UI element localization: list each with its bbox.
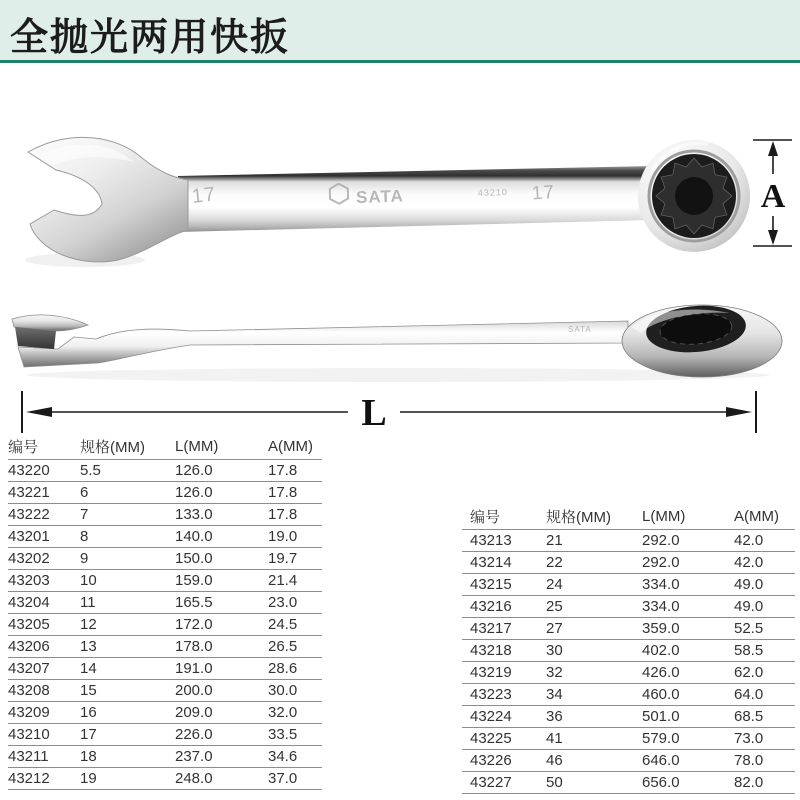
col-header-spec: 规格(MM) xyxy=(80,433,175,460)
col-header-number: 编号 xyxy=(462,503,546,530)
table-row xyxy=(462,750,795,772)
table-row xyxy=(462,706,795,728)
model-stamp: 43210 xyxy=(477,186,509,198)
table-row xyxy=(8,702,322,724)
size-stamp-left: 17 xyxy=(190,183,218,208)
table-cell: 14 xyxy=(80,658,175,680)
table-row xyxy=(8,658,322,680)
brand-stamp-text: SATA xyxy=(355,186,405,208)
socket-hole xyxy=(675,177,713,215)
table-cell: 9 xyxy=(80,548,175,570)
table-row xyxy=(8,504,322,526)
col-header-spec: 规格(MM) xyxy=(546,503,642,530)
table-cell: 62.0 xyxy=(734,662,795,684)
table-cell: 13 xyxy=(80,636,175,658)
table-row xyxy=(8,768,322,790)
table-cell: 43225 xyxy=(462,728,546,750)
arrowhead-right xyxy=(726,407,752,417)
table-cell: 10 xyxy=(80,570,175,592)
side-faint-stamp: SATA xyxy=(568,325,592,334)
table-cell: 126.0 xyxy=(175,460,268,482)
col-header-a: A(MM) xyxy=(268,433,322,460)
table-cell: 43210 xyxy=(8,724,80,746)
table-cell: 133.0 xyxy=(175,504,268,526)
product-photo-side xyxy=(0,285,800,390)
table-cell: 426.0 xyxy=(642,662,734,684)
table-cell: 42.0 xyxy=(734,552,795,574)
table-cell: 43208 xyxy=(8,680,80,702)
table-cell: 150.0 xyxy=(175,548,268,570)
table-cell: 334.0 xyxy=(642,574,734,596)
col-header-l: L(MM) xyxy=(642,503,734,530)
table-cell: 292.0 xyxy=(642,552,734,574)
table-row xyxy=(8,592,322,614)
arrowhead-up xyxy=(768,141,778,156)
table-row xyxy=(462,772,795,794)
table-cell: 17 xyxy=(80,724,175,746)
table-header-row xyxy=(8,433,322,460)
table-cell: 501.0 xyxy=(642,706,734,728)
table-cell: 334.0 xyxy=(642,596,734,618)
table-cell: 18 xyxy=(80,746,175,768)
table-cell: 43203 xyxy=(8,570,80,592)
table-cell: 43215 xyxy=(462,574,546,596)
table-cell: 402.0 xyxy=(642,640,734,662)
table-cell: 43222 xyxy=(8,504,80,526)
table-cell: 49.0 xyxy=(734,574,795,596)
table-row xyxy=(8,680,322,702)
table-cell: 359.0 xyxy=(642,618,734,640)
arrowhead-down xyxy=(768,230,778,245)
table-row xyxy=(462,728,795,750)
table-row xyxy=(462,552,795,574)
dimension-l-label: L xyxy=(361,392,387,434)
table-cell: 646.0 xyxy=(642,750,734,772)
table-cell: 37.0 xyxy=(268,768,322,790)
table-cell: 46 xyxy=(546,750,642,772)
table-row xyxy=(8,460,322,482)
table-cell: 27 xyxy=(546,618,642,640)
table-cell: 23.0 xyxy=(268,592,322,614)
table-row xyxy=(462,596,795,618)
table-row xyxy=(462,640,795,662)
table-cell: 165.5 xyxy=(175,592,268,614)
table-cell: 209.0 xyxy=(175,702,268,724)
table-cell: 656.0 xyxy=(642,772,734,794)
table-cell: 28.6 xyxy=(268,658,322,680)
side-shaft-body xyxy=(18,321,628,367)
table-cell: 36 xyxy=(546,706,642,728)
table-row xyxy=(8,570,322,592)
table-header-row xyxy=(462,503,795,530)
table-cell: 32.0 xyxy=(268,702,322,724)
col-header-l: L(MM) xyxy=(175,433,268,460)
product-photo-top xyxy=(0,100,800,278)
table-cell: 43223 xyxy=(462,684,546,706)
table-row xyxy=(8,548,322,570)
table-cell: 43206 xyxy=(8,636,80,658)
table-cell: 34 xyxy=(546,684,642,706)
table-cell: 19.7 xyxy=(268,548,322,570)
col-header-a: A(MM) xyxy=(734,503,795,530)
table-cell: 43216 xyxy=(462,596,546,618)
table-row xyxy=(8,636,322,658)
table-cell: 68.5 xyxy=(734,706,795,728)
table-cell: 43218 xyxy=(462,640,546,662)
table-cell: 16 xyxy=(80,702,175,724)
table-cell: 42.0 xyxy=(734,530,795,552)
table-cell: 43205 xyxy=(8,614,80,636)
table-cell: 7 xyxy=(80,504,175,526)
table-cell: 30.0 xyxy=(268,680,322,702)
table-cell: 43213 xyxy=(462,530,546,552)
table-cell: 6 xyxy=(80,482,175,504)
table-cell: 49.0 xyxy=(734,596,795,618)
table-cell: 43219 xyxy=(462,662,546,684)
table-cell: 43202 xyxy=(8,548,80,570)
table-cell: 43204 xyxy=(8,592,80,614)
table-cell: 5.5 xyxy=(80,460,175,482)
table-cell: 8 xyxy=(80,526,175,548)
table-cell: 73.0 xyxy=(734,728,795,750)
table-cell: 64.0 xyxy=(734,684,795,706)
table-cell: 200.0 xyxy=(175,680,268,702)
table-cell: 34.6 xyxy=(268,746,322,768)
size-stamp-right: 17 xyxy=(531,181,556,205)
table-cell: 292.0 xyxy=(642,530,734,552)
table-row xyxy=(462,530,795,552)
table-cell: 50 xyxy=(546,772,642,794)
table-cell: 172.0 xyxy=(175,614,268,636)
dimension-a-label: A xyxy=(760,178,786,215)
table-cell: 43227 xyxy=(462,772,546,794)
table-cell: 12 xyxy=(80,614,175,636)
table-cell: 159.0 xyxy=(175,570,268,592)
table-cell: 43224 xyxy=(462,706,546,728)
table-cell: 248.0 xyxy=(175,768,268,790)
table-cell: 43207 xyxy=(8,658,80,680)
table-cell: 78.0 xyxy=(734,750,795,772)
table-cell: 82.0 xyxy=(734,772,795,794)
table-cell: 17.8 xyxy=(268,504,322,526)
table-cell: 579.0 xyxy=(642,728,734,750)
table-cell: 43214 xyxy=(462,552,546,574)
table-cell: 33.5 xyxy=(268,724,322,746)
table-row xyxy=(8,746,322,768)
table-cell: 43212 xyxy=(8,768,80,790)
table-cell: 24.5 xyxy=(268,614,322,636)
spec-table-right xyxy=(462,503,795,794)
table-cell: 191.0 xyxy=(175,658,268,680)
table-row xyxy=(8,526,322,548)
spec-table-left xyxy=(8,433,322,790)
table-cell: 26.5 xyxy=(268,636,322,658)
table-cell: 19 xyxy=(80,768,175,790)
table-cell: 140.0 xyxy=(175,526,268,548)
table-row xyxy=(8,482,322,504)
table-cell: 43226 xyxy=(462,750,546,772)
table-cell: 178.0 xyxy=(175,636,268,658)
table-cell: 21.4 xyxy=(268,570,322,592)
table-cell: 41 xyxy=(546,728,642,750)
table-cell: 15 xyxy=(80,680,175,702)
table-cell: 22 xyxy=(546,552,642,574)
table-cell: 32 xyxy=(546,662,642,684)
table-cell: 52.5 xyxy=(734,618,795,640)
table-cell: 237.0 xyxy=(175,746,268,768)
table-row xyxy=(462,684,795,706)
table-cell: 17.8 xyxy=(268,460,322,482)
table-cell: 17.8 xyxy=(268,482,322,504)
table-cell: 43221 xyxy=(8,482,80,504)
table-cell: 43211 xyxy=(8,746,80,768)
arrowhead-left xyxy=(26,407,52,417)
wrench-shaft xyxy=(178,166,652,232)
table-cell: 58.5 xyxy=(734,640,795,662)
table-cell: 30 xyxy=(546,640,642,662)
table-row xyxy=(8,614,322,636)
table-cell: 25 xyxy=(546,596,642,618)
col-header-number: 编号 xyxy=(8,433,80,460)
table-row xyxy=(462,574,795,596)
table-cell: 126.0 xyxy=(175,482,268,504)
table-cell: 11 xyxy=(80,592,175,614)
table-row xyxy=(8,724,322,746)
table-cell: 43220 xyxy=(8,460,80,482)
table-row xyxy=(462,662,795,684)
dimension-l xyxy=(0,385,800,437)
table-cell: 43217 xyxy=(462,618,546,640)
page-title: 全抛光两用快扳 xyxy=(10,17,291,59)
table-cell: 460.0 xyxy=(642,684,734,706)
table-cell: 226.0 xyxy=(175,724,268,746)
table-cell: 43201 xyxy=(8,526,80,548)
table-cell: 43209 xyxy=(8,702,80,724)
table-row xyxy=(462,618,795,640)
table-cell: 21 xyxy=(546,530,642,552)
table-cell: 24 xyxy=(546,574,642,596)
table-cell: 19.0 xyxy=(268,526,322,548)
